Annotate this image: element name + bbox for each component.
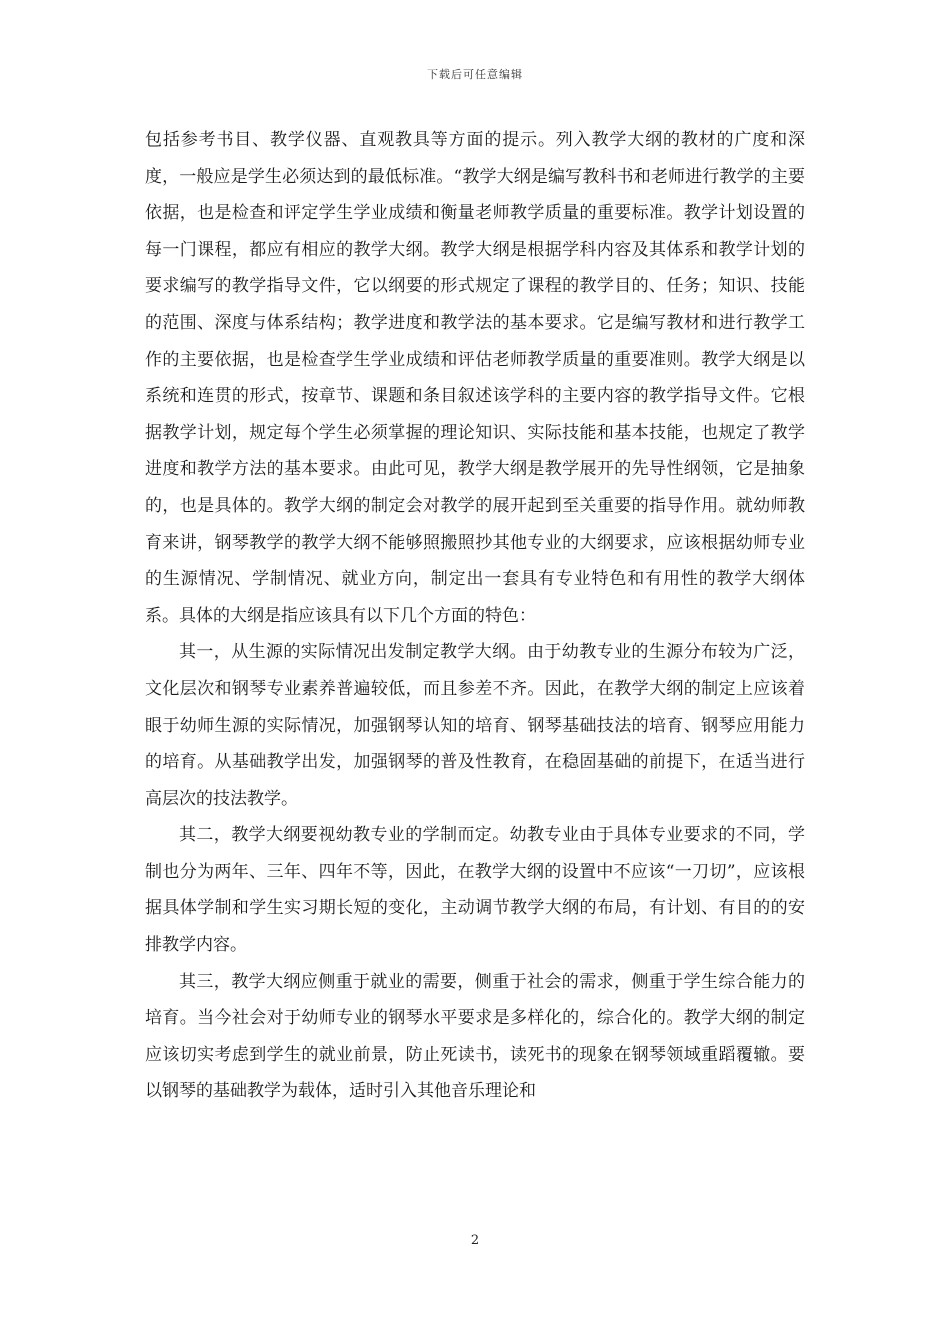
page-number: 2 <box>470 1233 480 1248</box>
paragraph-point-three: 其三，教学大纲应侧重于就业的需要，侧重于社会的需求，侧重于学生综合能力的培育。当今社会对于幼师专业的钢琴水平要求是多样化的，综合化的。教学大纲的制定应该切实考虑到学生的就业前景，防止死读书，读死书的现象在钢琴领域重蹈覆辙。要以钢琴的基础教学为载体，适时引入其他音乐理论和 <box>145 971 805 1102</box>
document-body <box>145 122 805 1110</box>
paragraph-point-one: 其一，从生源的实际情况出发制定教学大纲。由于幼教专业的生源分布较为广泛，文化层次和钢琴专业素养普遍较低，而且参差不齐。因此，在教学大纲的制定上应该着眼于幼师生源的实际情况，加强钢琴认知的培育、钢琴基础技法的培育、钢琴应用能力的培育。从基础教学出发，加强钢琴的普及性教育，在稳固基础的前提下，在适当进行高层次的技法教学。 <box>145 642 805 809</box>
page-header: 下载后可任意编辑 <box>427 68 523 81</box>
paragraph-point-two: 其二，教学大纲要视幼教专业的学制而定。幼教专业由于具体专业要求的不同，学制也分为两年、三年、四年不等，因此，在教学大纲的设置中不应该“一刀切”，应该根据具体学制和学生实习期长短的变化，主动调节教学大纲的布局，有计划、有目的的安排教学内容。 <box>145 825 805 956</box>
paragraph-continuation: 包括参考书目、教学仪器、直观教具等方面的提示。列入教学大纲的教材的广度和深度，一般应是学生必须达到的最低标准。“教学大纲是编写教科书和老师进行教学的主要依据，也是检查和评定学生学业成绩和衡量老师教学质量的重要标准。教学计划设置的每一门课程，都应有相应的教学大纲。教学大纲是根据学科内容及其体系和教学计划的要求编写的教学指导文件，它以纲要的形式规定了课程的教学目的、任务；知识、技能的范围、深度与体系结构；教学进度和教学法的基本要求。它是编写教材和进行教学工作的主要依据，也是检查学生学业成绩和评估老师教学质量的重要准则。教学大纲是以系统和连贯的形式，按章节、课题和条目叙述该学科的主要内容的教学指导文件。它根据教学计划，规定每个学生必须掌握的理论知识、实际技能和基本技能，也规定了教学进度和教学方法的基本要求。由此可见，教学大纲是教学展开的先导性纲领，它是抽象的，也是具体的。教学大纲的制定会对教学的展开起到至关重要的指导作用。就幼师教育来讲，钢琴教学的教学大纲不能够照搬照抄其他专业的大纲要求，应该根据幼师专业的生源情况、学制情况、就业方向，制定出一套具有专业特色和有用性的教学大纲体系。具体的大纲是指应该具有以下几个方面的特色： <box>145 130 805 626</box>
